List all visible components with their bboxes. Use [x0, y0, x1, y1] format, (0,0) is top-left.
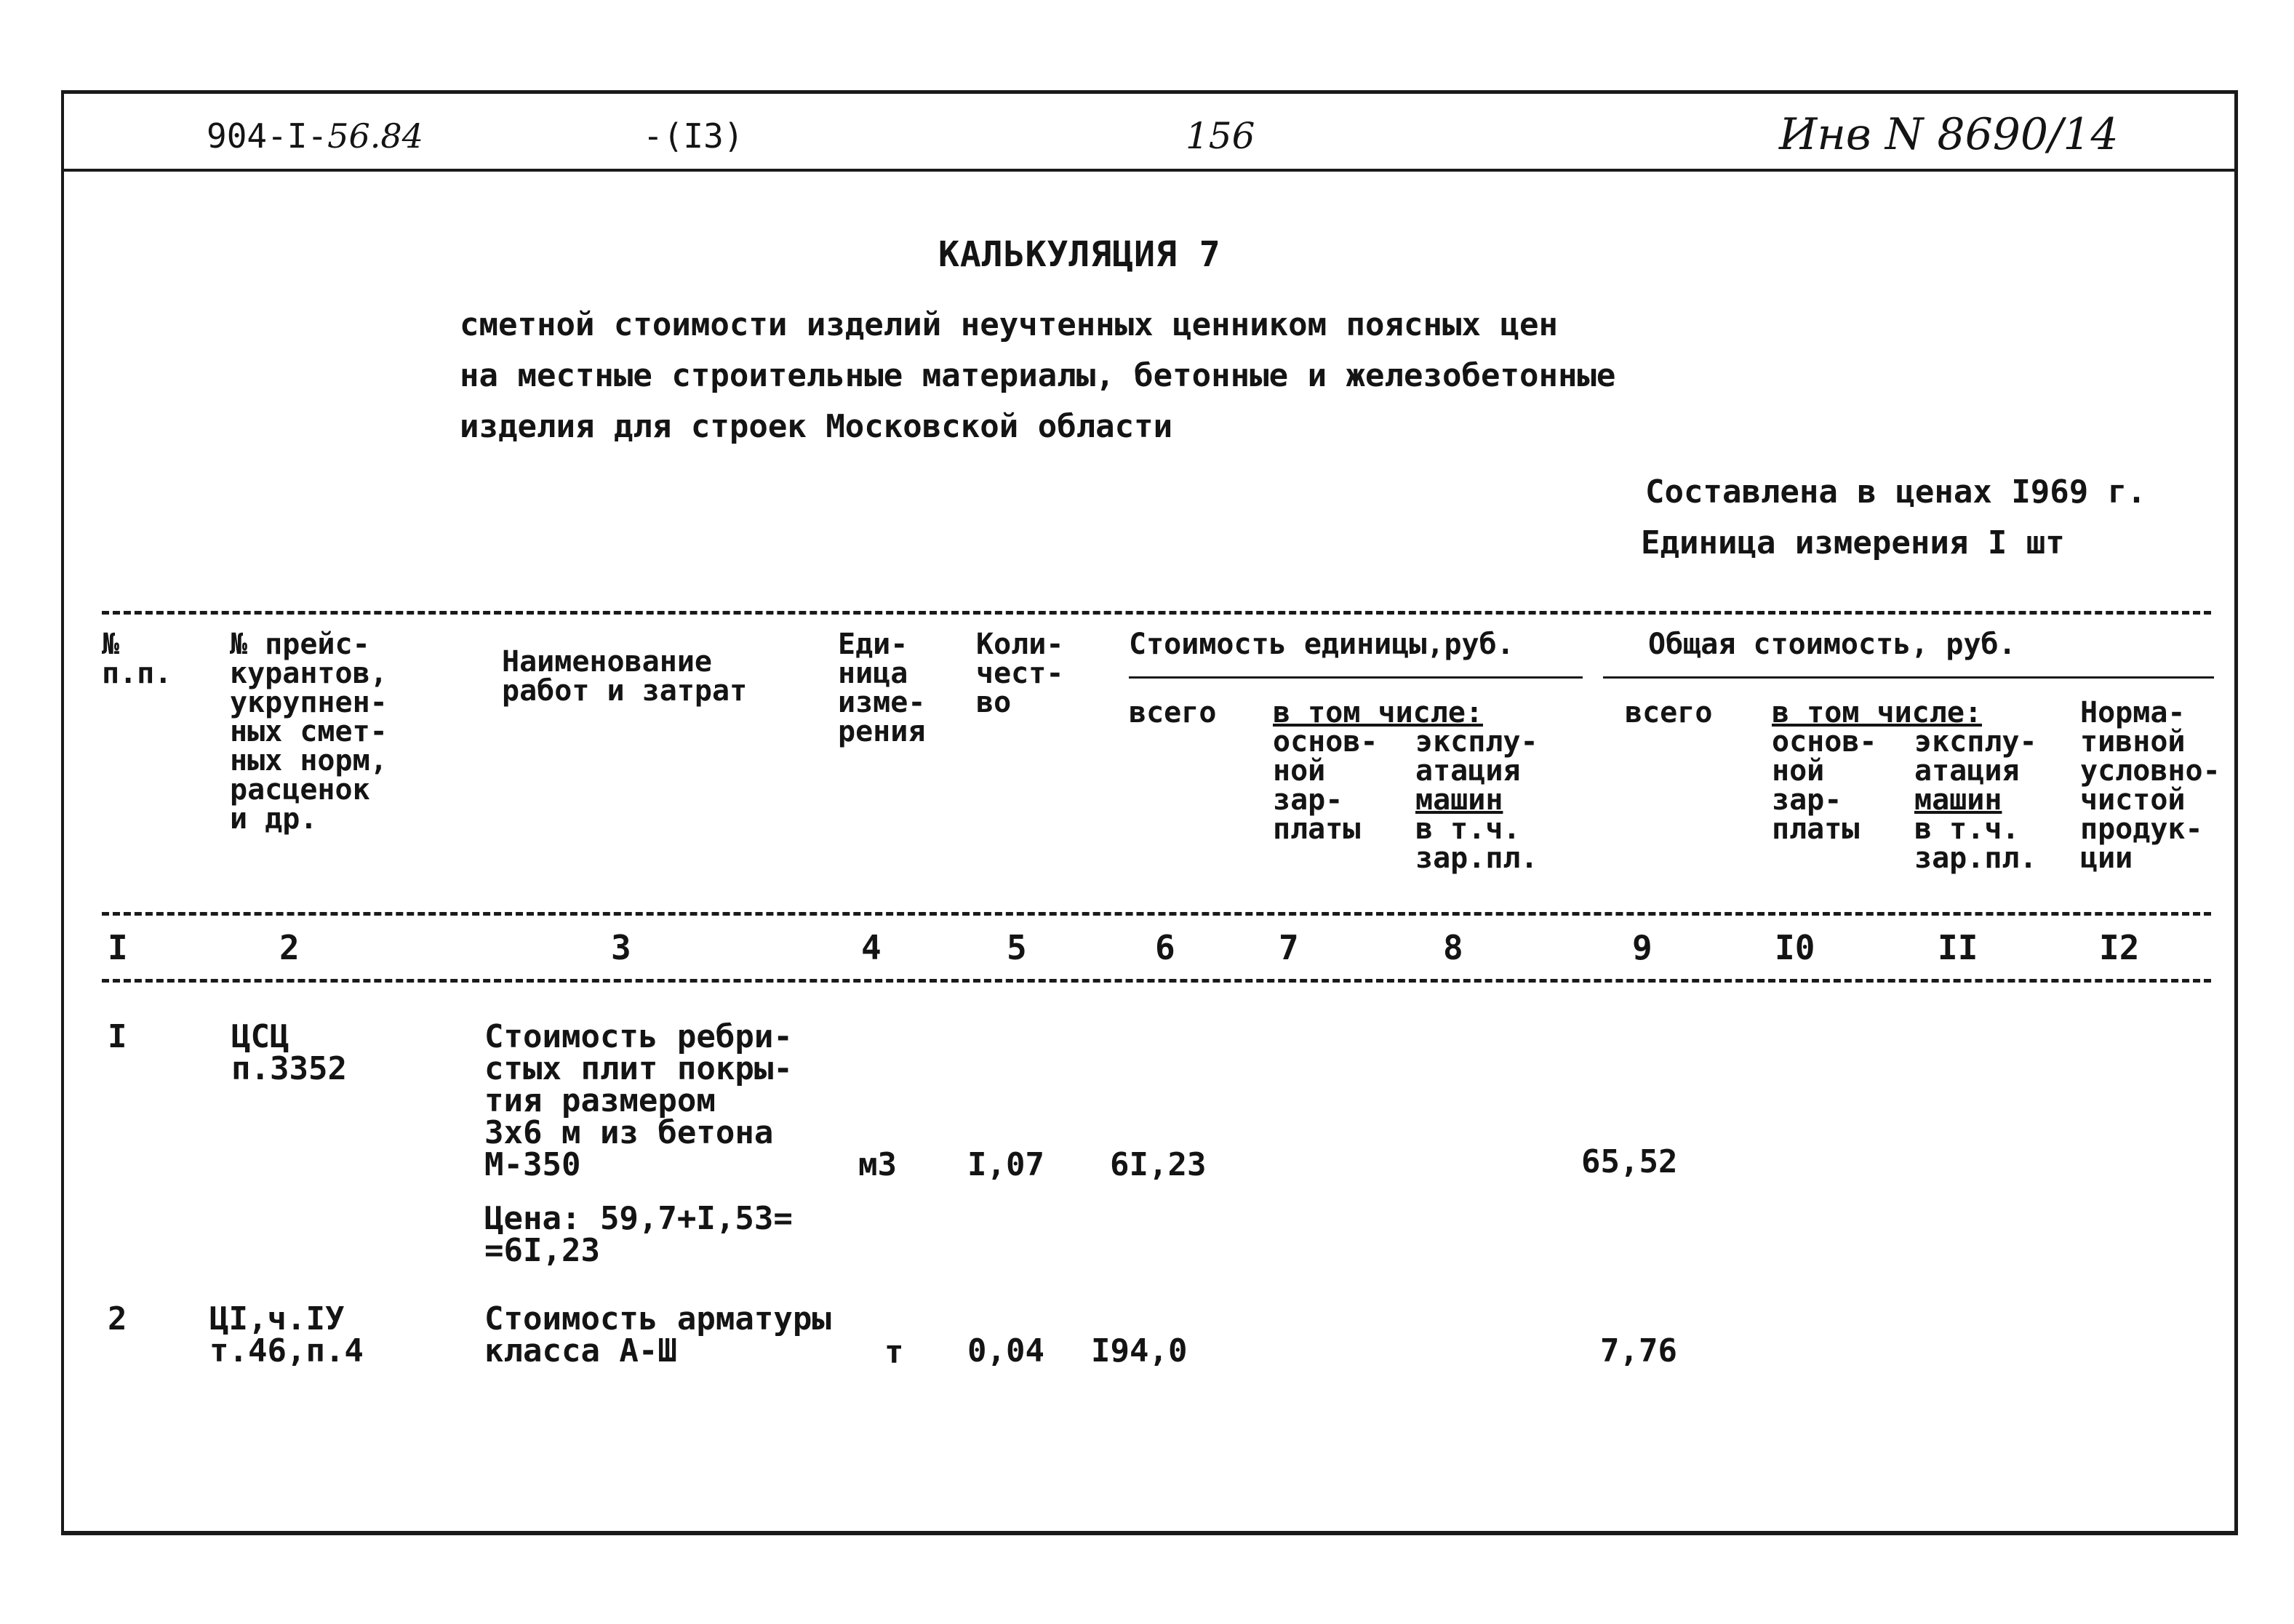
column-number: II: [1938, 928, 1978, 967]
header-quantity: Коли- чест- во: [976, 628, 1064, 719]
header-total-machine-operation: эксплу- атация: [1914, 725, 2037, 788]
column-number: 3: [611, 928, 631, 967]
row1-unit: м3: [858, 1146, 897, 1183]
header-total-machines: машин: [1914, 783, 2002, 817]
row2-work-name: Стоимость арматуры класса А-Ш: [484, 1300, 831, 1369]
row1-number: I: [108, 1018, 127, 1055]
header-unit: Еди- ница изме- рения: [838, 628, 926, 748]
subtitle-line-1: сметной стоимости изделий неучтенных ценником поясных цен: [460, 306, 1558, 343]
header-unit-machine-salary: в т.ч. зар.пл.: [1415, 812, 1538, 875]
row1-price-reference: ЦСЦ п.3352: [231, 1018, 347, 1087]
header-total-incl: в том числе:: [1772, 696, 1982, 729]
header-unit-cost: Стоимость единицы,руб.: [1129, 628, 1514, 661]
header-total-machine-salary: в т.ч. зар.пл.: [1914, 812, 2037, 875]
column-number: 4: [861, 928, 882, 967]
subtitle-line-2: на местные строительные материалы, бетонные и железобетонные: [460, 357, 1616, 394]
page-number: 156: [1186, 115, 1255, 157]
header-total-cost: Общая стоимость, руб.: [1648, 628, 2016, 661]
unit-of-measure: Единица измерения I шт: [1641, 524, 2065, 561]
prices-basis: Составлена в ценах I969 г.: [1645, 473, 2146, 511]
column-numbers-bottom-rule: [102, 979, 2211, 983]
column-number: I: [108, 928, 128, 967]
header-normative-net-product: Норма- тивной условно- чистой продук- ции: [2080, 696, 2221, 875]
column-number: 6: [1155, 928, 1175, 967]
table-top-rule: [102, 611, 2211, 615]
header-total-base-salary: основ- ной зар- платы: [1772, 725, 1877, 846]
doc-code: [207, 116, 423, 156]
inventory-number: Инв N 8690/14: [1779, 109, 2119, 160]
row1-price-note: Цена: 59,7+I,53= =6I,23: [484, 1200, 793, 1269]
column-number: I0: [1775, 928, 1815, 967]
doc-code-printed: 904-I-: [207, 116, 328, 156]
total-cost-rule: [1603, 676, 2214, 679]
row2-total: 7,76: [1600, 1332, 1677, 1369]
column-number: 2: [279, 928, 300, 967]
column-number: 9: [1632, 928, 1652, 967]
header-work-name: Наименование работ и затрат: [502, 645, 748, 708]
header-rule: [64, 169, 2234, 172]
row1-total: 65,52: [1581, 1143, 1678, 1180]
subtitle-line-3: изделия для строек Московской области: [460, 408, 1173, 445]
row2-quantity: 0,04: [967, 1332, 1044, 1369]
row2-number: 2: [108, 1300, 127, 1337]
header-row-number: № п.п.: [102, 628, 172, 690]
row1-quantity: I,07: [967, 1146, 1044, 1183]
column-number: 5: [1007, 928, 1027, 967]
document-title: КАЛЬКУЛЯЦИЯ 7: [938, 234, 1221, 275]
doc-code-handwritten: 56.84: [327, 116, 423, 156]
column-number: I2: [2099, 928, 2140, 967]
row2-price-reference: ЦI,ч.IУ т.46,п.4: [209, 1300, 364, 1369]
header-unit-machine-operation: эксплу- атация: [1415, 725, 1538, 788]
row2-unit: т: [884, 1334, 904, 1371]
sheet-code: -(I3): [643, 116, 744, 156]
header-total-all: всего: [1625, 696, 1713, 729]
column-number: 7: [1279, 928, 1299, 967]
header-unit-base-salary: основ- ной зар- платы: [1273, 725, 1378, 846]
row1-unit-total: 6I,23: [1110, 1146, 1207, 1183]
header-unit-total: всего: [1129, 696, 1217, 729]
header-price-reference: № прейс- курантов, укрупнен- ных смет- ных норм, расценок и др.: [230, 628, 388, 836]
row1-work-name: Стоимость ребри- стых плит покры- тия размером 3х6 м из бетона М-350: [484, 1018, 793, 1183]
header-unit-machines: машин: [1415, 783, 1503, 817]
unit-cost-rule: [1129, 676, 1583, 679]
row2-unit-total: I94,0: [1091, 1332, 1188, 1369]
column-number: 8: [1443, 928, 1463, 967]
header-bottom-rule: [102, 912, 2211, 916]
header-unit-incl: в том числе:: [1273, 696, 1483, 729]
